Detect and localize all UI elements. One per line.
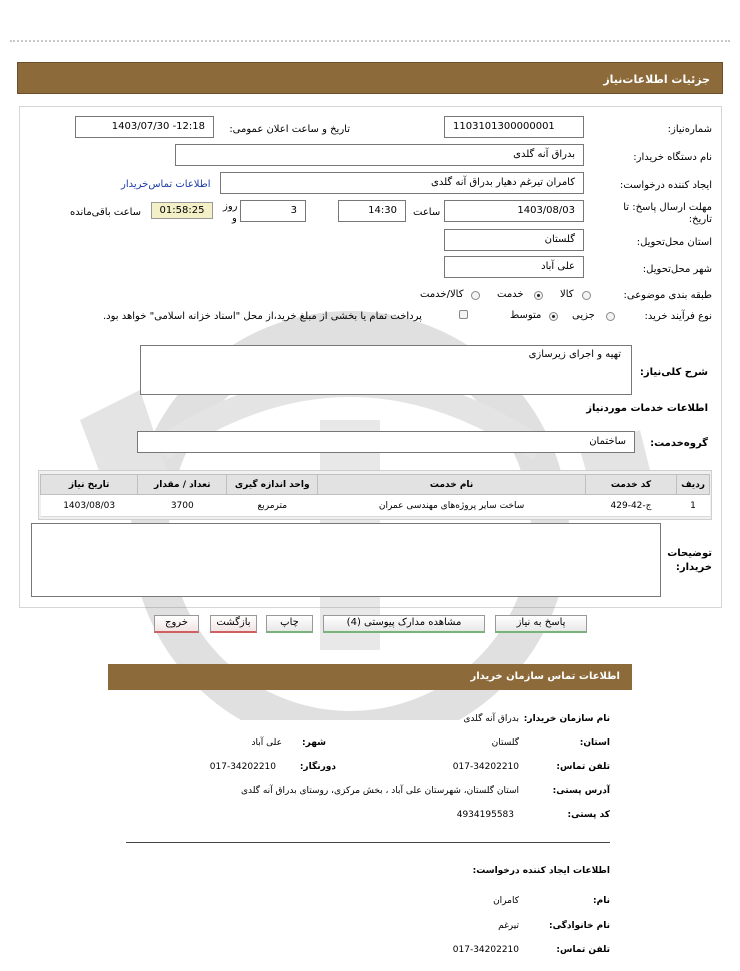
attachments-button[interactable]: مشاهده مدارک پیوستی (4) [323,615,485,633]
col-need-date: تاریخ نیاز [41,475,138,495]
col-quantity: تعداد / مقدار [138,475,227,495]
requester-heading: اطلاعات ایجاد کننده درخواست: [472,866,610,876]
service-group-label: گروه‌خدمت: [650,438,708,449]
days-and-label: و [232,213,237,224]
process-option-medium: متوسط [510,310,542,321]
need-number-label: شماره‌نیاز: [667,124,712,135]
category-radio-goods[interactable] [582,291,591,300]
service-group-field: ساختمان [137,431,635,453]
contact-province-label: استان: [579,738,610,748]
announce-label: تاریخ و ساعت اعلان عمومی: [229,124,350,135]
deadline-time-field: 14:30 [338,200,406,222]
province-field: گلستان [444,229,584,251]
page-header [17,62,723,94]
buyer-notes-label-2: خریدار: [675,562,712,573]
process-radio-minor[interactable] [606,312,615,321]
cell-quantity: 3700 [138,495,227,517]
col-service-code: کد خدمت [585,475,676,495]
contact-phone-label: تلفن تماس: [556,762,610,772]
requester-phone: 017-34202210 [452,945,519,955]
announce-datetime-field: 1403/07/30 -12:18 [75,116,214,138]
back-button[interactable]: بازگشت [210,615,257,633]
cell-need-date: 1403/08/03 [41,495,138,517]
category-radio-goods-service[interactable] [471,291,480,300]
buyer-org-field: بدراق آنه گلدی [175,144,584,166]
contact-postal-label: کد پستی: [567,810,610,820]
table-header-row [41,475,710,495]
cell-row: 1 [677,495,710,517]
services-heading: اطلاعات خدمات موردنیاز [586,403,708,414]
requester-label: ایجاد کننده درخواست: [619,180,712,191]
city-label: شهر محل‌تحویل: [642,264,712,275]
province-label: استان محل‌تحویل: [636,237,712,248]
remaining-timer: 01:58:25 [151,202,213,219]
contact-postal: 4934195583 [456,810,514,820]
cell-service-name: ساخت سایر پروژه‌های مهندسی عمران [318,495,586,517]
deadline-label-date: تاریخ: [688,214,712,225]
deadline-time-label: ساعت [413,207,441,218]
summary-textarea: تهیه و اجرای زیرسازی [140,345,632,395]
requester-name: کامران [493,896,519,906]
buyer-contact-link[interactable]: اطلاعات تماس‌خریدار [121,179,211,190]
category-option-goods-service: کالا/خدمت [420,289,464,300]
requester-name-label: نام: [593,896,610,906]
reply-button[interactable]: پاسخ به نیاز [495,615,587,633]
process-radio-medium[interactable] [549,312,558,321]
requester-family-label: نام خانوادگی: [548,921,610,931]
summary-label: شرح کلی‌نیاز: [639,367,708,378]
process-option-minor: جزیی [572,310,595,321]
contact-fax-label: دورنگار: [299,762,336,772]
requester-family: تیرغم [498,921,519,931]
deadline-date-field: 1403/08/03 [444,200,584,222]
remaining-label: ساعت باقی‌مانده [70,207,142,218]
payment-checkbox[interactable] [459,310,468,319]
city-field: علی آباد [444,256,584,278]
days-label: روز [223,201,238,212]
category-option-service: خدمت [497,289,524,300]
cell-service-code: ج-42-429 [585,495,676,517]
buyer-notes-label: توضیحات [667,548,712,559]
col-service-name: نام خدمت [318,475,586,495]
buyer-org-label: نام دستگاه خریدار: [633,152,712,163]
requester-phone-label: تلفن تماس: [556,945,610,955]
exit-button[interactable]: خروج [154,615,199,633]
category-radio-service[interactable] [534,291,543,300]
print-button[interactable]: چاپ [266,615,313,633]
contact-title: اطلاعات تماس سازمان خریدار [470,671,620,682]
days-field: 3 [240,200,306,222]
contact-org-label: نام سازمان خریدار: [523,714,610,724]
cell-unit: مترمربع [227,495,318,517]
contact-header [108,664,632,690]
requester-field: کامران تیرغم دهیار بدراق آنه گلدی [220,172,584,194]
buyer-notes-textarea [31,523,661,597]
payment-note: پرداخت تمام یا بخشی از مبلغ خرید،از محل "اسناد خزانه اسلامی" خواهد بود. [103,311,422,322]
deadline-label: مهلت ارسال پاسخ: تا [623,202,712,213]
contact-province: گلستان [491,738,519,748]
top-divider [10,40,730,42]
contact-city-label: شهر: [302,738,326,748]
process-label: نوع فرآیند خرید: [644,311,712,322]
col-unit: واحد اندازه گیری [227,475,318,495]
category-option-goods: کالا [560,289,574,300]
need-number-field: 1103101300000001 [444,116,584,138]
contact-address-label: آدرس پستی: [552,786,610,796]
contact-address: استان گلستان، شهرستان علی آباد ، بخش مرکزی، روستای بدراق آنه گلدی [240,786,519,796]
contact-divider [126,842,610,843]
contact-phone: 017-34202210 [452,762,519,772]
contact-fax: 017-34202210 [209,762,276,772]
services-table [40,474,710,517]
table-row [41,495,710,517]
contact-org: بدراق آنه گلدی [463,714,519,724]
page-title: جزئیات اطلاعات‌نیاز [603,73,710,86]
col-row: ردیف [677,475,710,495]
contact-city: علی آباد [251,738,282,748]
category-label: طبقه بندی موضوعی: [623,290,712,301]
